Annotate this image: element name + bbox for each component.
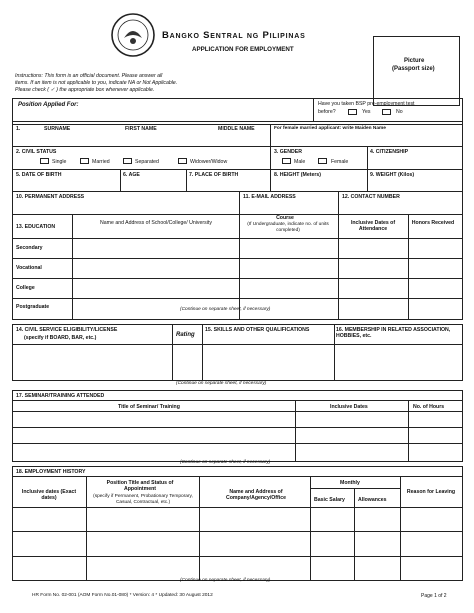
education-label: 13. EDUCATION — [16, 224, 56, 230]
eligibility-label: 14. CIVIL SERVICE ELIGIBILITY/LICENSE — [16, 327, 118, 333]
age-input[interactable] — [122, 179, 184, 190]
form-number: HR Form No. 02-001 (AOM Form No.01-080) * Version: 4 * Updated: 30 August 2012 — [32, 593, 213, 598]
employment-continue-note: (Continue on separate sheet, if necessary) — [180, 578, 271, 583]
employment-col-reason: Reason for Leaving — [406, 489, 456, 495]
education-college-row[interactable] — [74, 279, 461, 297]
single-label: Single — [52, 159, 67, 165]
education-col-dates: Inclusive Dates of Attendance — [350, 220, 396, 232]
male-checkbox[interactable] — [282, 158, 291, 164]
employment-row[interactable] — [14, 557, 461, 580]
seminar-row[interactable] — [14, 444, 461, 461]
employment-col-company: Name and Address of Company/Agency/Office — [226, 489, 286, 501]
eligibility-input[interactable] — [14, 346, 170, 380]
weight-label: 9. WEIGHT (Kilos) — [370, 172, 415, 178]
education-col-course-note: (If Undergraduate, indicate no. of units completed) — [247, 222, 329, 233]
rating-input[interactable] — [174, 346, 200, 380]
employment-col-basic: Basic Salary — [314, 497, 345, 503]
education-row-label: Postgraduate — [16, 304, 50, 310]
education-col-school: Name and Address of School/College/ University — [100, 220, 212, 226]
employment-col-monthly: Monthly — [340, 480, 360, 486]
full-name-input[interactable] — [14, 133, 268, 145]
age-label: 6. AGE — [123, 172, 140, 178]
education-secondary-row[interactable] — [74, 239, 461, 257]
picture-label: Picture — [404, 58, 425, 64]
maiden-name-input[interactable] — [272, 133, 461, 145]
education-continue-note: (Continue on separate sheet, if necessary) — [180, 307, 271, 312]
instructions-line-3: Please check ( ✓ ) the appropriate box whenever applicable. — [15, 87, 155, 93]
permanent-address-input[interactable] — [14, 201, 237, 213]
org-name: Bangko Sentral ng Pilipinas — [162, 30, 306, 41]
employment-label: 18. EMPLOYMENT HISTORY — [16, 469, 86, 475]
membership-input[interactable] — [336, 346, 461, 380]
height-label: 8. HEIGHT (Meters) — [274, 172, 321, 178]
bsp-yes-checkbox[interactable] — [348, 109, 357, 115]
name-number: 1. — [16, 126, 21, 132]
employment-col-position: Position Title and Status of Appointment — [106, 480, 174, 492]
bsp-no-label: No — [396, 109, 403, 115]
employment-row[interactable] — [14, 532, 461, 555]
citizenship-input[interactable] — [369, 156, 461, 168]
single-checkbox[interactable] — [40, 158, 49, 164]
widow-label: Widower/Widow — [190, 159, 228, 165]
education-row-label: Vocational — [16, 265, 42, 271]
widow-checkbox[interactable] — [178, 158, 187, 164]
instructions-line-1: Instructions: This form is an official document. Please answer all — [15, 73, 163, 79]
skills-input[interactable] — [204, 346, 332, 380]
position-applied-label: Position Applied For: — [18, 102, 79, 108]
seminar-label: 17. SEMINAR/TRAINING ATTENDED — [16, 393, 105, 399]
rating-label: Rating — [176, 332, 195, 338]
seminar-continue-note: (Continue on separate sheet, if necessary) — [180, 460, 271, 465]
separated-checkbox[interactable] — [123, 158, 132, 164]
surname-label: SURNAME — [44, 126, 71, 132]
citizenship-label: 4. CITIZENSHIP — [370, 149, 409, 155]
education-col-honors: Honors Received — [411, 220, 455, 226]
female-label: Female — [331, 159, 349, 165]
bsp-yes-label: Yes — [362, 109, 371, 115]
employment-col-allowances: Allowances — [358, 497, 387, 503]
married-label: Married — [92, 159, 110, 165]
seminar-row[interactable] — [14, 428, 461, 442]
middle-name-label: MIDDLE NAME — [218, 126, 255, 132]
position-applied-input[interactable] — [80, 100, 310, 118]
education-row-label: College — [16, 285, 35, 291]
employment-row[interactable] — [14, 508, 461, 530]
employment-col-position-note: (specify if Permanent, Probationary Temporary, Casual, Contractual, etc.) — [93, 494, 193, 505]
weight-input[interactable] — [369, 179, 461, 190]
separated-label: Separated — [135, 159, 159, 165]
civil-status-label: 2. CIVIL STATUS — [16, 149, 57, 155]
seminar-col-hours: No. of Hours — [413, 404, 445, 410]
height-input[interactable] — [272, 179, 365, 190]
bsp-no-checkbox[interactable] — [382, 109, 391, 115]
picture-size-label: (Passport size) — [392, 66, 435, 72]
male-label: Male — [294, 159, 306, 165]
education-col-course: Course — [276, 215, 294, 221]
seminar-col-dates: Inclusive Dates — [330, 404, 368, 410]
form-title: APPLICATION FOR EMPLOYMENT — [192, 46, 294, 53]
place-of-birth-label: 7. PLACE OF BIRTH — [189, 172, 239, 178]
education-row-label: Secondary — [16, 245, 43, 251]
contact-number-label: 12. CONTACT NUMBER — [342, 194, 400, 200]
bsp-test-question: Have you taken BSP pre-employment test — [318, 101, 415, 107]
page-number: Page 1 of 2 — [421, 593, 447, 599]
skills-label: 15. SKILLS AND OTHER QUALIFICATIONS — [205, 327, 310, 333]
contact-number-input[interactable] — [340, 201, 461, 213]
first-name-label: FIRST NAME — [125, 126, 157, 132]
seminar-row[interactable] — [14, 412, 461, 426]
email-label: 11. E-MAIL ADDRESS — [243, 194, 296, 200]
gender-label: 3. GENDER — [274, 149, 302, 155]
employment-col-dates: Inclusive dates (Exact dates) — [21, 489, 77, 501]
bsp-test-question-cont: before? — [318, 109, 336, 115]
date-of-birth-input[interactable] — [14, 179, 118, 190]
bsp-seal — [110, 12, 156, 58]
email-input[interactable] — [241, 201, 336, 213]
eligibility-continue-note: (Continue on separate sheet, if necessary) — [176, 381, 267, 386]
education-vocational-row[interactable] — [74, 259, 461, 277]
permanent-address-label: 10. PERMANENT ADDRESS — [16, 194, 85, 200]
instructions-line-2: items. If an item is not applicable to you, indicate NA or Not Applicable. — [15, 80, 178, 86]
maiden-name-label: For female married applicant: write Maiden Name — [274, 126, 386, 131]
place-of-birth-input[interactable] — [188, 179, 268, 190]
seminar-col-title: Title of Seminar/ Training — [118, 404, 180, 410]
female-checkbox[interactable] — [318, 158, 327, 164]
married-checkbox[interactable] — [80, 158, 89, 164]
date-of-birth-label: 5. DATE OF BIRTH — [16, 172, 62, 178]
membership-label: 16. MEMBERSHIP IN RELATED ASSOCIATION, HOBBIES, etc. — [336, 327, 451, 339]
eligibility-sub: (specify if BOARD, BAR, etc.) — [24, 335, 97, 341]
